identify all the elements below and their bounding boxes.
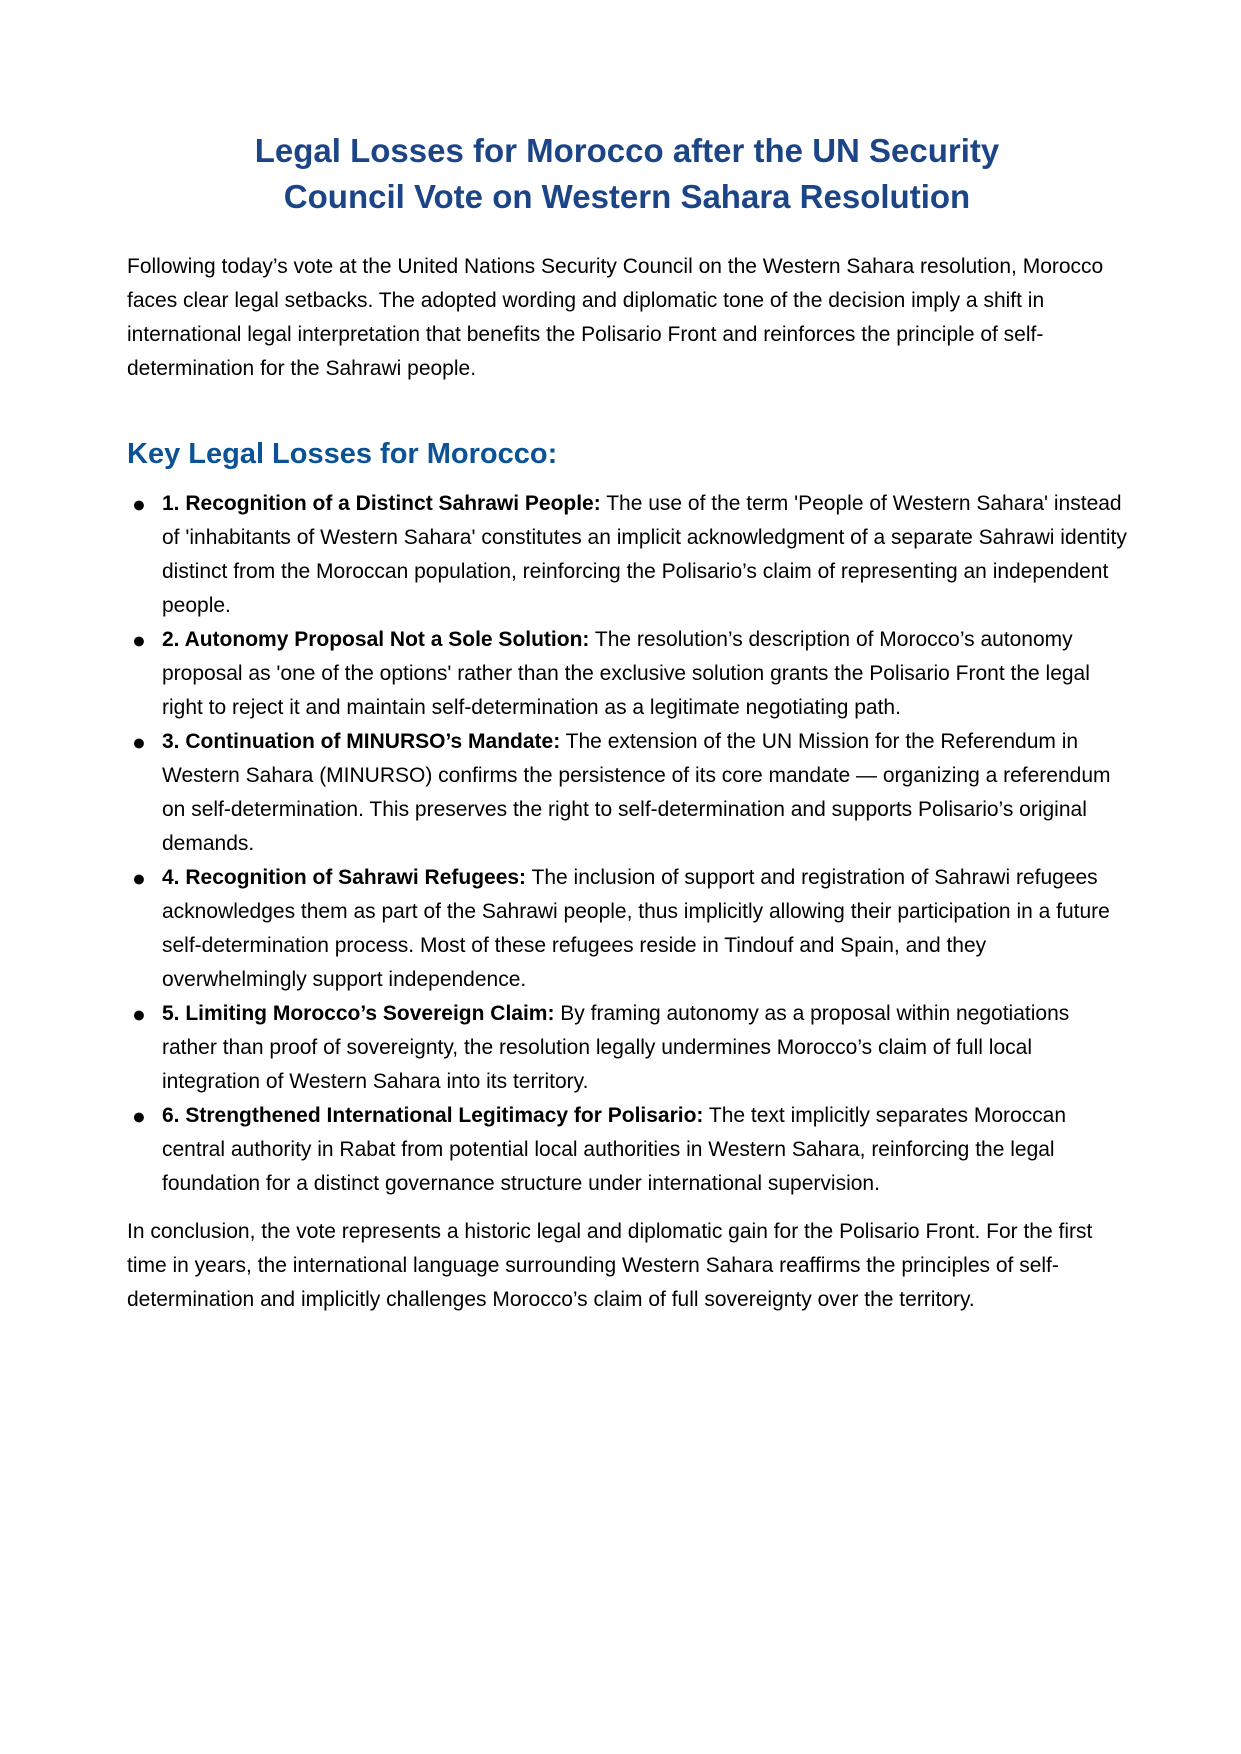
conclusion-paragraph: In conclusion, the vote represents a historic legal and diplomatic gain for the Polisario Front. For the first time in years, the international language surrounding Western Sahara reaffirms the principles of self-determination and implicitly challenges Morocco’s claim of full sovereignty over the territory. (127, 1220, 1093, 1311)
page-title-line-1: Legal Losses for Morocco after the UN Security (254, 132, 1000, 169)
bullet-icon: ● (132, 865, 146, 891)
list-item (127, 861, 1127, 997)
list-item (127, 1099, 1127, 1201)
bullet-label: 5. Limiting Morocco’s Sovereign Claim: (162, 1002, 555, 1025)
bullet-text: The inclusion of support and registration of Sahrawi refugees acknowledges them as part of the Sahrawi people, thus implicitly allowing their participation in a future self-determination process. Most of these refugees reside in Tindouf and Spain, and they overwhelmingly support independence. (162, 866, 1110, 991)
bullet-text: The resolution’s description of Morocco’s autonomy proposal as 'one of the options' rather than the exclusive solution grants the Polisario Front the legal right to reject it and maintain self-determination as a legitimate negotiating path. (162, 628, 1090, 719)
list-item-body (162, 861, 1127, 997)
bullet-icon: ● (132, 627, 146, 653)
bullet-icon: ● (132, 1103, 146, 1129)
bullet-icon: ● (132, 729, 146, 755)
bullet-label: 1. Recognition of a Distinct Sahrawi People: (162, 492, 601, 515)
intro-paragraph: Following today’s vote at the United Nations Security Council on the Western Sahara resolution, Morocco faces clear legal setbacks. The adopted wording and diplomatic tone of the decision imply a shift in international legal interpretation that benefits the Polisario Front and reinforces the principle of self-determination for the Sahrawi people. (127, 255, 1104, 380)
bullet-label: 2. Autonomy Proposal Not a Sole Solution: (162, 628, 590, 651)
list-item-body (162, 1099, 1127, 1201)
page-title (127, 128, 1127, 220)
page-title-line-2: Council Vote on Western Sahara Resolution (283, 178, 971, 215)
list-item-body (162, 623, 1127, 725)
list-item (127, 725, 1127, 861)
list-item (127, 623, 1127, 725)
bullet-icon: ● (132, 1001, 146, 1027)
list-item-body (162, 487, 1127, 623)
list-item-body (162, 997, 1127, 1099)
list-item-body (162, 725, 1127, 861)
bullet-label: 4. Recognition of Sahrawi Refugees: (162, 866, 527, 889)
list-item (127, 487, 1127, 623)
bullet-text: The text implicitly separates Moroccan central authority in Rabat from potential local authorities in Western Sahara, reinforcing the legal foundation for a distinct governance structure under international supervision. (162, 1104, 1067, 1195)
bullet-text: The extension of the UN Mission for the Referendum in Western Sahara (MINURSO) confirms the persistence of its core mandate — organizing a referendum on self-determination. This preserves the right to self-determination and supports Polisario’s original demands. (162, 730, 1111, 855)
bullet-list (127, 487, 1127, 1201)
list-item (127, 997, 1127, 1099)
section-heading: Key Legal Losses for Morocco: (127, 438, 558, 470)
bullet-label: 6. Strengthened International Legitimacy for Polisario: (162, 1104, 704, 1127)
bullet-text: By framing autonomy as a proposal within negotiations rather than proof of sovereignty, the resolution legally undermines Morocco’s claim of full local integration of Western Sahara into its territory. (162, 1002, 1070, 1093)
bullet-label: 3. Continuation of MINURSO’s Mandate: (162, 730, 561, 753)
bullet-icon: ● (132, 491, 146, 517)
bullet-text: The use of the term 'People of Western Sahara' instead of 'inhabitants of Western Sahara' constitutes an implicit acknowledgment of a separate Sahrawi identity distinct from the Moroccan population, reinforcing the Polisario’s claim of representing an independent people. (162, 492, 1127, 617)
